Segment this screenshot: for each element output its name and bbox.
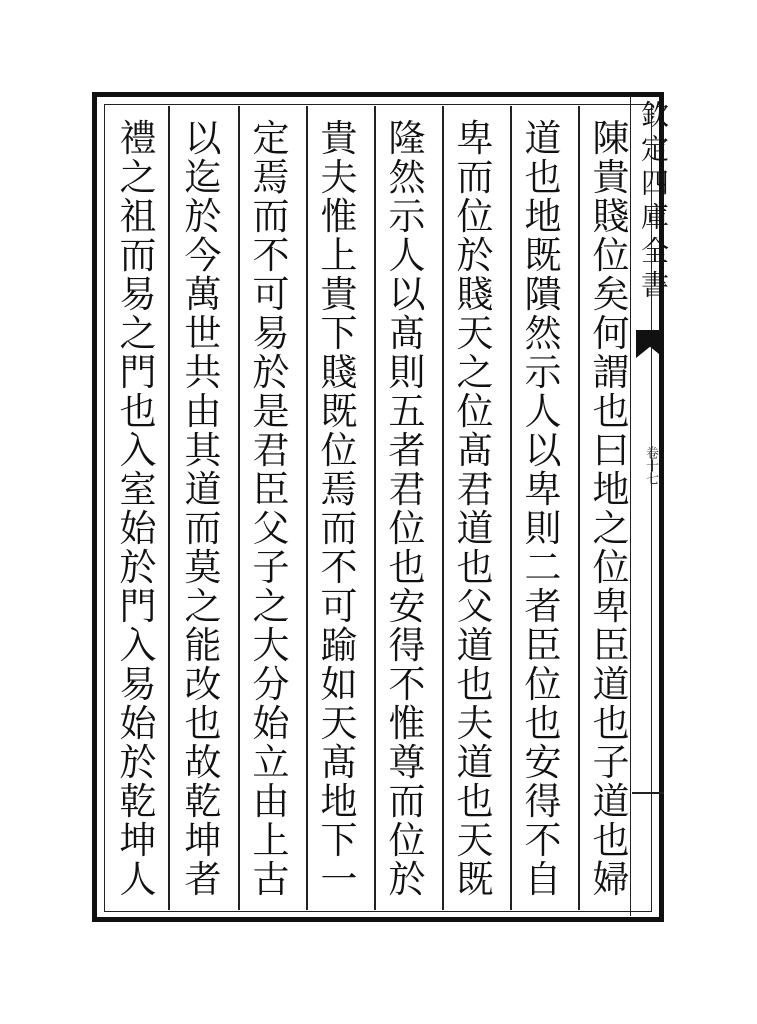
text-character: 萬	[184, 273, 222, 316]
text-character: 地	[320, 780, 358, 823]
text-character: 陳	[592, 117, 630, 160]
text-character: 貴	[592, 156, 630, 199]
text-character: 位	[592, 546, 630, 589]
text-character: 也	[592, 390, 630, 433]
text-character: 而	[119, 234, 157, 277]
text-character: 曰	[592, 429, 630, 472]
text-character: 而	[320, 507, 358, 550]
text-character: 定	[252, 117, 290, 160]
text-character: 門	[119, 351, 157, 394]
text-character: 於	[184, 195, 222, 238]
text-character: 賤	[592, 195, 630, 238]
text-character: 者	[388, 429, 426, 472]
text-character: 地	[524, 195, 562, 238]
text-character: 坤	[119, 819, 157, 862]
text-character: 安	[388, 585, 426, 628]
series-title-text: 欽定四庫全書	[637, 100, 670, 304]
text-character: 以	[184, 117, 222, 160]
text-character: 尊	[388, 741, 426, 784]
text-character: 卑	[592, 585, 630, 628]
text-character: 是	[252, 390, 290, 433]
text-character: 立	[252, 741, 290, 784]
text-character: 君	[388, 468, 426, 511]
text-character: 臣	[252, 468, 290, 511]
text-character: 也	[456, 663, 494, 706]
text-character: 可	[320, 585, 358, 628]
column-rule	[306, 106, 308, 910]
text-character: 既	[320, 390, 358, 433]
text-character: 不	[252, 234, 290, 277]
text-character: 夫	[320, 156, 358, 199]
text-character: 謂	[592, 351, 630, 394]
text-character: 禮	[119, 117, 157, 160]
text-character: 人	[388, 234, 426, 277]
text-character: 示	[388, 195, 426, 238]
text-character: 乾	[119, 780, 157, 823]
text-character: 之	[592, 507, 630, 550]
text-character: 坤	[184, 819, 222, 862]
column-rule	[510, 106, 512, 910]
text-character: 也	[592, 702, 630, 745]
text-character: 之	[119, 156, 157, 199]
text-character: 也	[456, 546, 494, 589]
text-character: 可	[252, 273, 290, 316]
text-character: 則	[388, 351, 426, 394]
text-character: 惟	[320, 195, 358, 238]
text-character: 今	[184, 234, 222, 277]
text-character: 髙	[456, 429, 494, 472]
text-character: 天	[456, 819, 494, 862]
text-character: 門	[119, 585, 157, 628]
text-character: 位	[388, 507, 426, 550]
text-character: 道	[524, 117, 562, 160]
text-character: 子	[592, 741, 630, 784]
column-rule	[168, 106, 170, 910]
column-rule	[374, 106, 376, 910]
text-character: 也	[524, 156, 562, 199]
text-character: 天	[456, 312, 494, 355]
text-character: 也	[388, 546, 426, 589]
text-character: 卑	[524, 468, 562, 511]
text-character: 上	[252, 819, 290, 862]
text-character: 始	[119, 702, 157, 745]
text-character: 上	[320, 234, 358, 277]
text-character: 於	[119, 546, 157, 589]
text-character: 既	[524, 234, 562, 277]
column-rule	[578, 106, 580, 910]
text-character: 隤	[524, 273, 562, 316]
text-column-5	[309, 117, 369, 901]
text-character: 者	[524, 585, 562, 628]
text-character: 道	[592, 780, 630, 823]
text-character: 之	[456, 351, 494, 394]
text-character: 也	[524, 702, 562, 745]
text-character: 矣	[592, 273, 630, 316]
text-character: 分	[252, 663, 290, 706]
text-character: 易	[119, 273, 157, 316]
text-character: 乾	[184, 780, 222, 823]
text-column-8	[108, 117, 168, 901]
text-character: 迄	[184, 156, 222, 199]
text-character: 共	[184, 351, 222, 394]
text-character: 位	[456, 390, 494, 433]
text-character: 也	[184, 702, 222, 745]
text-character: 天	[320, 702, 358, 745]
text-character: 位	[388, 819, 426, 862]
text-column-6	[241, 117, 301, 901]
text-character: 易	[119, 663, 157, 706]
text-character: 下	[320, 312, 358, 355]
series-title	[637, 100, 670, 304]
text-character: 道	[456, 741, 494, 784]
text-column-3	[445, 117, 505, 901]
text-character: 以	[388, 273, 426, 316]
text-character: 髙	[388, 312, 426, 355]
text-character: 人	[524, 390, 562, 433]
text-character: 既	[456, 858, 494, 901]
text-character: 卑	[456, 117, 494, 160]
text-character: 不	[320, 546, 358, 589]
text-character: 臣	[524, 624, 562, 667]
text-character: 始	[252, 702, 290, 745]
text-character: 人	[119, 858, 157, 901]
text-character: 大	[252, 624, 290, 667]
text-character: 隆	[388, 117, 426, 160]
text-character: 何	[592, 312, 630, 355]
text-character: 而	[184, 507, 222, 550]
text-character: 則	[524, 507, 562, 550]
text-character: 貴	[320, 117, 358, 160]
text-character: 也	[119, 390, 157, 433]
text-character: 二	[524, 546, 562, 589]
text-character: 也	[456, 780, 494, 823]
text-character: 夫	[456, 702, 494, 745]
text-character: 莫	[184, 546, 222, 589]
text-character: 得	[524, 780, 562, 823]
text-character: 而	[388, 780, 426, 823]
text-character: 子	[252, 546, 290, 589]
text-character: 道	[184, 468, 222, 511]
text-column-2	[513, 117, 573, 901]
text-character: 由	[252, 780, 290, 823]
text-column-4	[377, 117, 437, 901]
text-character: 以	[524, 429, 562, 472]
text-character: 於	[388, 858, 426, 901]
text-character: 焉	[252, 156, 290, 199]
text-character: 焉	[320, 468, 358, 511]
text-character: 室	[119, 468, 157, 511]
text-character: 君	[456, 468, 494, 511]
text-character: 入	[119, 624, 157, 667]
text-character: 位	[524, 663, 562, 706]
text-character: 貴	[320, 273, 358, 316]
text-character: 惟	[388, 702, 426, 745]
text-character: 也	[592, 819, 630, 862]
text-character: 之	[252, 585, 290, 628]
text-character: 道	[456, 507, 494, 550]
text-character: 其	[184, 429, 222, 472]
text-character: 位	[592, 234, 630, 277]
column-rule	[238, 106, 240, 910]
text-character: 而	[456, 156, 494, 199]
text-character: 臣	[592, 624, 630, 667]
text-character: 道	[592, 663, 630, 706]
text-character: 安	[524, 741, 562, 784]
text-character: 賤	[456, 273, 494, 316]
text-character: 五	[388, 390, 426, 433]
text-character: 父	[456, 585, 494, 628]
text-character: 於	[252, 351, 290, 394]
text-character: 地	[592, 468, 630, 511]
text-character: 古	[252, 858, 290, 901]
column-rule	[442, 106, 444, 910]
text-character: 之	[184, 585, 222, 628]
text-character: 不	[524, 819, 562, 862]
text-character: 世	[184, 312, 222, 355]
text-character: 祖	[119, 195, 157, 238]
text-character: 髙	[320, 741, 358, 784]
text-character: 道	[456, 624, 494, 667]
text-character: 位	[456, 195, 494, 238]
volume-label-text: 卷十七	[643, 446, 658, 485]
text-character: 而	[252, 195, 290, 238]
text-character: 由	[184, 390, 222, 433]
text-character: 賤	[320, 351, 358, 394]
text-character: 君	[252, 429, 290, 472]
text-character: 示	[524, 351, 562, 394]
text-character: 改	[184, 663, 222, 706]
text-character: 之	[119, 312, 157, 355]
text-character: 易	[252, 312, 290, 355]
text-character: 於	[456, 234, 494, 277]
text-character: 故	[184, 741, 222, 784]
text-character: 婦	[592, 858, 630, 901]
text-character: 下	[320, 819, 358, 862]
volume-label	[644, 446, 657, 485]
text-character: 者	[184, 858, 222, 901]
text-column-1	[581, 117, 641, 901]
text-character: 一	[320, 858, 358, 901]
text-character: 始	[119, 507, 157, 550]
text-character: 父	[252, 507, 290, 550]
text-character: 入	[119, 429, 157, 472]
text-character: 得	[388, 624, 426, 667]
text-character: 踰	[320, 624, 358, 667]
text-character: 能	[184, 624, 222, 667]
text-character: 於	[119, 741, 157, 784]
text-character: 然	[524, 312, 562, 355]
text-character: 如	[320, 663, 358, 706]
text-character: 自	[524, 858, 562, 901]
text-character: 然	[388, 156, 426, 199]
text-column-7	[173, 117, 233, 901]
text-character: 不	[388, 663, 426, 706]
text-character: 位	[320, 429, 358, 472]
